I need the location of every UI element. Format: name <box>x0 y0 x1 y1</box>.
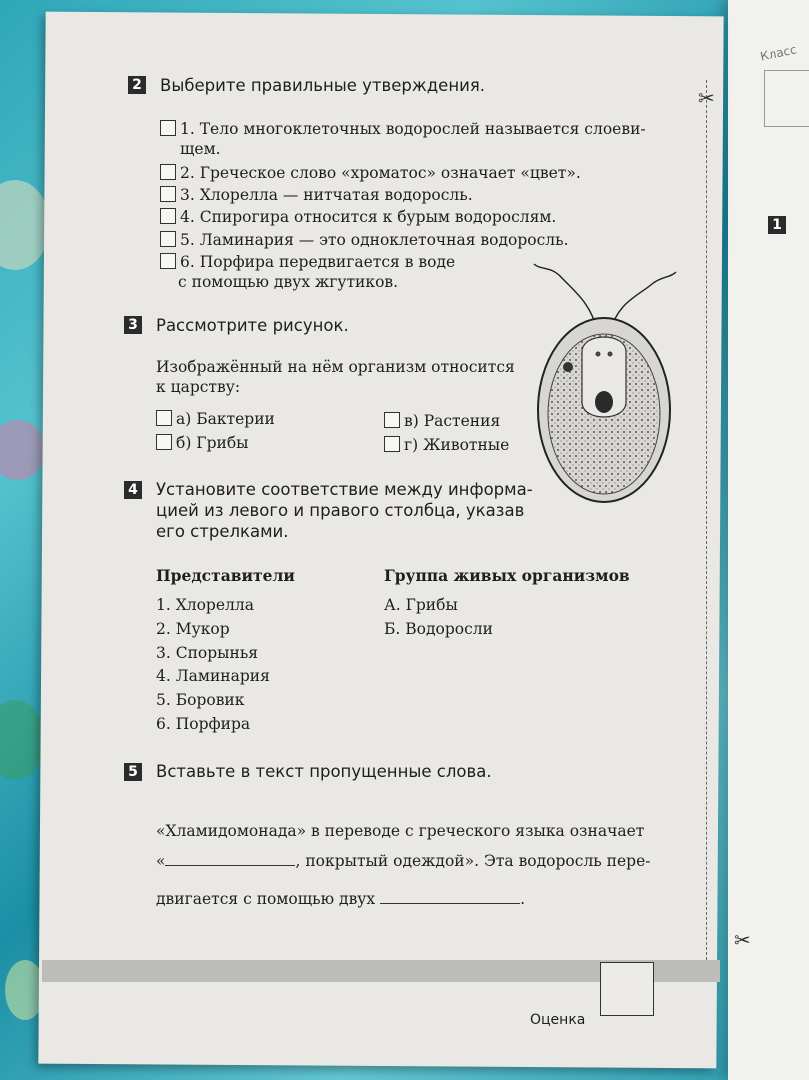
q3-option-b[interactable]: б) Грибы <box>156 434 249 452</box>
fabric-flower <box>0 700 45 780</box>
q4-left-item[interactable]: 2. Мукор <box>156 620 230 638</box>
q4-left-item[interactable]: 4. Ламинария <box>156 667 270 685</box>
q2-statement-3[interactable]: 3. Хлорелла — нитчатая водоросль. <box>160 186 473 204</box>
question-4-title-line3: его стрелками. <box>156 522 289 541</box>
q5-blank-1[interactable] <box>165 865 295 866</box>
checkbox[interactable] <box>160 231 176 247</box>
question-4-title-line1: Установите соответствие между информа- <box>156 480 533 499</box>
checkbox[interactable] <box>160 253 176 269</box>
scissors-icon: ✂ <box>698 86 715 110</box>
q5-text-line2: « , покрытый одеждой». Эта водоросль пере- <box>156 852 651 870</box>
q3-option-v[interactable]: в) Растения <box>384 412 500 430</box>
question-3-number: 3 <box>124 316 142 334</box>
q3-option-g[interactable]: г) Животные <box>384 436 509 454</box>
right-question-number: 1 <box>768 216 786 234</box>
checkbox[interactable] <box>160 208 176 224</box>
question-4-number: 4 <box>124 481 142 499</box>
question-4-title-line2: цией из левого и правого столбца, указав <box>156 501 525 520</box>
chlamydomonas-illustration <box>520 262 690 512</box>
checkbox[interactable] <box>160 120 176 136</box>
q2-statement-1[interactable]: 1. Тело многоклеточных водорослей называется слоеви- <box>160 120 646 138</box>
question-2-number: 2 <box>128 76 146 94</box>
q4-right-header: Группа живых организмов <box>384 566 630 585</box>
scissors-icon: ✂ <box>734 928 751 952</box>
q5-blank-2[interactable] <box>380 903 520 904</box>
grade-label: Оценка <box>530 1012 586 1028</box>
q4-left-item[interactable]: 5. Боровик <box>156 691 245 709</box>
checkbox[interactable] <box>160 186 176 202</box>
checkbox[interactable] <box>384 436 400 452</box>
question-3-title: Рассмотрите рисунок. <box>156 316 349 335</box>
right-header-box <box>764 70 809 127</box>
q4-left-item[interactable]: 6. Порфира <box>156 715 251 733</box>
fabric-flower <box>0 180 50 270</box>
checkbox[interactable] <box>384 412 400 428</box>
q2-statement-6[interactable]: 6. Порфира передвигается в воде <box>160 253 455 271</box>
q2-statement-2[interactable]: 2. Греческое слово «хроматос» означает «цвет». <box>160 164 581 182</box>
q2-statement-6-cont: с помощью двух жгутиков. <box>178 273 399 291</box>
question-5-number: 5 <box>124 763 142 781</box>
right-page <box>728 0 809 1080</box>
q4-left-item[interactable]: 3. Спорынья <box>156 644 259 662</box>
q4-right-item[interactable]: А. Грибы <box>384 596 458 614</box>
checkbox[interactable] <box>160 164 176 180</box>
q2-statement-5[interactable]: 5. Ламинария — это одноклеточная водоросль. <box>160 231 569 249</box>
question-5-title: Вставьте в текст пропущенные слова. <box>156 762 492 781</box>
q3-option-a[interactable]: а) Бактерии <box>156 410 275 428</box>
q4-right-item[interactable]: Б. Водоросли <box>384 620 493 638</box>
checkbox[interactable] <box>156 434 172 450</box>
q3-prompt-line2: к царству: <box>156 378 241 396</box>
checkbox[interactable] <box>156 410 172 426</box>
right-class-label: Класс <box>758 42 798 64</box>
fabric-flower <box>0 420 45 480</box>
cut-line <box>706 80 707 970</box>
question-2-title: Выберите правильные утверждения. <box>160 76 486 95</box>
q2-statement-1-cont: щем. <box>180 140 221 158</box>
q5-text-line3: двигается с помощью двух . <box>156 890 526 908</box>
q2-statement-4[interactable]: 4. Спирогира относится к бурым водорослям. <box>160 208 556 226</box>
q3-prompt-line1: Изображённый на нём организм относится <box>156 358 515 376</box>
q5-text-line1: «Хламидомонада» в переводе с греческого языка означает <box>156 822 645 840</box>
q4-left-header: Представители <box>156 566 295 585</box>
grade-box[interactable] <box>600 962 654 1016</box>
q4-left-item[interactable]: 1. Хлорелла <box>156 596 254 614</box>
